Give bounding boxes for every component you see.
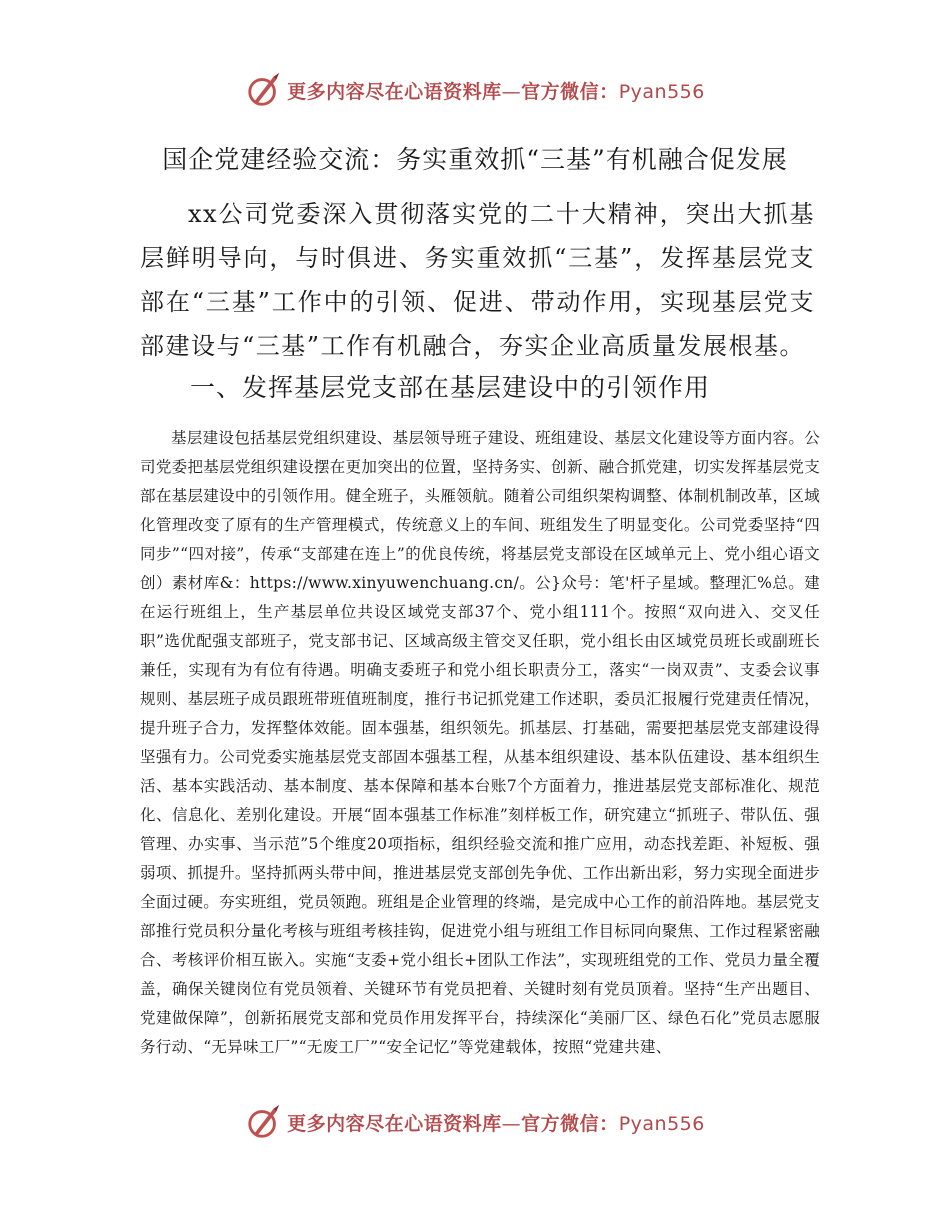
- footer-watermark-banner: [0, 1100, 950, 1144]
- banner-wechat-id: Pyan556: [618, 1112, 705, 1135]
- banner-wechat-id: Pyan556: [618, 80, 705, 103]
- section-heading-1: 一、发挥基层党支部在基层建设中的引领作用: [190, 373, 711, 402]
- banner-main-text: 更多内容尽在心语资料库: [287, 1112, 502, 1135]
- lead-paragraph: xx公司党委深入贯彻落实党的二十大精神，突出大抓基层鲜明导向，与时俱进、务实重效抓“三基”，发挥基层党支部在“三基”工作中的引领、促进、带动作用，实现基层党支部建设与“三基”工作有机融合，夯实企业高质量发展根基。: [140, 200, 815, 360]
- banner-wechat-label: 官方微信：: [521, 1112, 619, 1135]
- banner-separator: —: [501, 80, 522, 103]
- document-title: 国企党建经验交流：务实重效抓“三基”有机融合促发展: [162, 145, 788, 174]
- banner-wechat-label: 官方微信：: [521, 80, 619, 103]
- quill-logo-icon: [245, 1103, 283, 1141]
- quill-logo-icon: [245, 71, 283, 109]
- banner-separator: —: [501, 1112, 522, 1135]
- header-watermark-banner: [0, 68, 950, 112]
- banner-main-text: 更多内容尽在心语资料库: [287, 80, 502, 103]
- section-1-body: 基层建设包括基层党组织建设、基层领导班子建设、班组建设、基层文化建设等方面内容。公司党委把基层党组织建设摆在更加突出的位置，坚持务实、创新、融合抓党建，切实发挥基层党支部在基层建设中的引领作用。健全班子，头雁领航。随着公司组织架构调整、体制机制改革，区域化管理改变了原有的生产管理模式，传统意义上的车间、班组发生了明显变化。公司党委坚持“四同步”“四对接”，传承“支部建在连上”的优良传统，将基层党支部设在区域单元上、党小组心语文创）素材库&：https://www.xinyuwenchuang.cn/。公}众号：笔'杆子星域。整理汇%总。建在运行班组上，生产基层单位共设区域党支部37个、党小组111个。按照“双向进入、交叉任职”选优配强支部班子，党支部书记、区域高级主管交叉任职，党小组长由区域党员班长或副班长兼任，实现有为有位有待遇。明确支委班子和党小组长职责分工，落实“一岗双责”、支委会议事规则、基层班子成员跟班带班值班制度，推行书记抓党建工作述职，委员汇报履行党建责任情况，提升班子合力，发挥整体效能。固本强基，组织领先。抓基层、打基础，需要把基层党支部建设得坚强有力。公司党委实施基层党支部固本强基工程，从基本组织建设、基本队伍建设、基本组织生活、基本实践活动、基本制度、基本保障和基本台账7个方面着力，推进基层党支部标准化、规范化、信息化、差别化建设。开展“固本强基工作标准”刻样板工作，研究建立“抓班子、带队伍、强管理、办实事、当示范”5个维度20项指标，组织经验交流和推广应用，动态找差距、补短板、强弱项、抓提升。坚持抓两头带中间，推进基层党支部创先争优、工作出新出彩，努力实现全面进步全面过硬。夯实班组，党员领跑。班组是企业管理的终端，是完成中心工作的前沿阵地。基层党支部推行党员积分量化考核与班组考核挂钩，促进党小组与班组工作目标同向聚焦、工作过程紧密融合、考核评价相互嵌入。实施“支委+党小组长+团队工作法”，实现班组党的工作、党员力量全覆盖，确保关键岗位有党员领着、关键环节有党员把着、关键时刻有党员顶着。坚持“生产出题目、党建做保障”，创新拓展党支部和党员作用发挥平台，持续深化“美丽厂区、绿色石化”党员志愿服务行动、“无异味工厂”“无废工厂”“安全记忆”等党建载体，按照“党建共建、: [140, 429, 820, 1056]
